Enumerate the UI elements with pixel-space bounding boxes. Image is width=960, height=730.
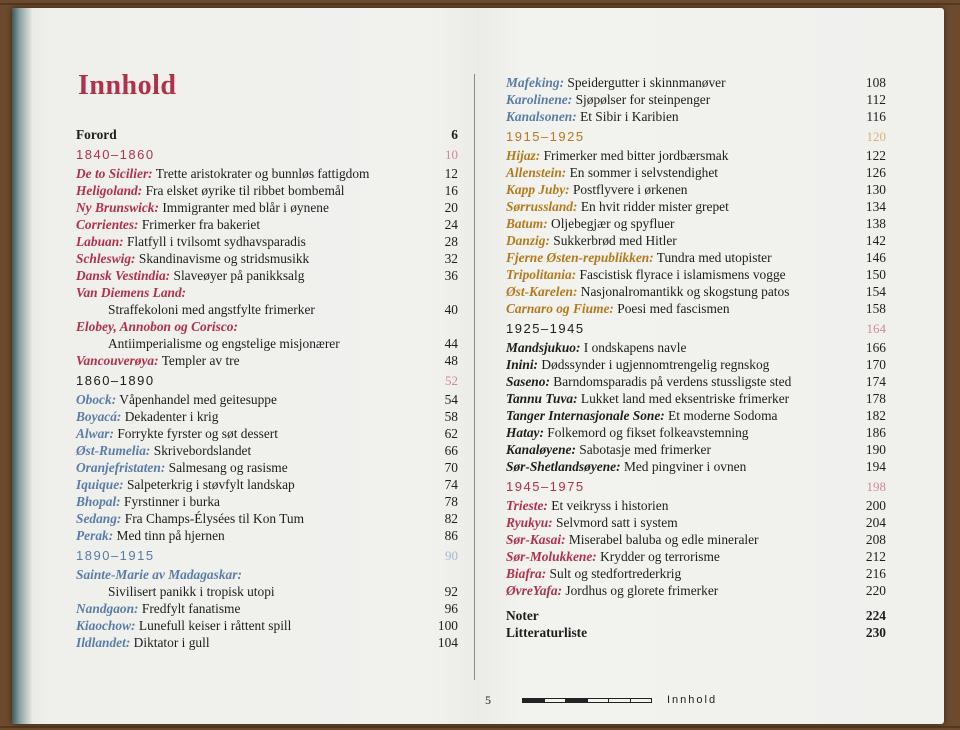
toc-entry (76, 527, 458, 544)
entry-description: Et moderne Sodoma (668, 408, 778, 423)
page-number: 16 (444, 183, 458, 198)
entry-description: Skandinavisme og stridsmusikk (138, 251, 310, 266)
entry-description: Immigranter med blår i øynene (162, 200, 329, 215)
entry-description: Trette aristokrater og bunnløs fattigdom (155, 166, 370, 181)
place-name: Kiaochow: (76, 618, 136, 633)
place-name: Sør-Shetlandsøyene: (506, 459, 621, 474)
toc-entry (76, 182, 458, 199)
toc-entry (76, 600, 458, 617)
entry-description: Postflyvere i ørkenen (572, 182, 688, 197)
page-number: 28 (444, 234, 458, 249)
place-name: Trieste: (506, 498, 548, 513)
toc-entry (506, 91, 886, 108)
toc-right-column (506, 74, 886, 641)
toc-entry (506, 390, 886, 407)
page-number: 54 (444, 392, 458, 407)
toc-entry-continuation (76, 335, 458, 352)
toc-entry-plain (506, 624, 886, 641)
page-number: 78 (444, 494, 458, 509)
toc-entry (506, 356, 886, 373)
toc-entry (506, 215, 886, 232)
toc-entry (76, 634, 458, 651)
toc-entry (506, 74, 886, 91)
entry-label: Litteraturliste (506, 625, 588, 640)
page-number: 174 (865, 374, 886, 389)
page-number: 40 (444, 302, 458, 317)
place-name: Kanalsonen: (506, 109, 577, 124)
page-number: 96 (444, 601, 458, 616)
place-name: De to Sicilier: (76, 166, 153, 181)
page-number: 44 (444, 336, 458, 351)
place-name: Tannu Tuva: (506, 391, 578, 406)
page-number: 70 (444, 460, 458, 475)
entry-description: Sjøpølser for steinpenger (575, 92, 711, 107)
toc-entry (506, 565, 886, 582)
place-name: Bhopal: (76, 494, 121, 509)
place-name: Labuan: (76, 234, 124, 249)
toc-entry (506, 249, 886, 266)
period-heading (506, 319, 886, 339)
toc-entry (506, 441, 886, 458)
place-name: Kapp Juby: (506, 182, 570, 197)
entry-description: Frimerker med bitter jordbærsmak (543, 148, 729, 163)
place-name: Karolinene: (506, 92, 573, 107)
page-number: 216 (865, 566, 886, 581)
entry-description: Med pingviner i ovnen (623, 459, 747, 474)
entry-description: Fra elsket øyrike til ribbet bombemål (145, 183, 345, 198)
toc-entry-continuation (76, 583, 458, 600)
toc-entry (506, 548, 886, 565)
entry-description: Fascistisk flyrace i islamismens vogge (579, 267, 786, 282)
entry-description: I ondskapens navle (583, 340, 687, 355)
entry-description: Tundra med utopister (656, 250, 772, 265)
entry-description: Fyrstinner i burka (124, 494, 220, 509)
place-name: Hijaz: (506, 148, 541, 163)
entry-description: Med tinn på hjernen (116, 528, 225, 543)
footer-scale-bar (522, 698, 652, 703)
page-number: 20 (444, 200, 458, 215)
toc-entry (76, 617, 458, 634)
page-number: 208 (865, 532, 886, 547)
page-number: 146 (865, 250, 886, 265)
entry-description: Barndomsparadis på verdens stussligste sted (553, 374, 792, 389)
page-number: 100 (437, 618, 458, 633)
page-number: 52 (445, 373, 458, 388)
page-number: 164 (866, 321, 886, 336)
entry-description: Våpenhandel med geitesuppe (119, 392, 277, 407)
page-number: 230 (865, 625, 886, 640)
toc-left-column (76, 126, 458, 651)
place-name: Dansk Vestindia: (76, 268, 171, 283)
toc-entry (76, 352, 458, 369)
place-name: Biafra: (506, 566, 547, 581)
place-name: Allenstein: (506, 165, 567, 180)
entry-description: Nasjonalromantikk og skogstung patos (580, 284, 790, 299)
entry-description: Diktator i gull (133, 635, 210, 650)
period-label: 1945–1975 (506, 479, 585, 494)
period-heading (76, 145, 458, 165)
page-number: 112 (866, 92, 886, 107)
toc-entry (506, 424, 886, 441)
place-name: Ildlandet: (76, 635, 131, 650)
page-number: 190 (865, 442, 886, 457)
place-name: Iquique: (76, 477, 124, 492)
entry-description: En hvit ridder mister grepet (580, 199, 729, 214)
entry-description: Lunefull keiser i råttent spill (138, 618, 292, 633)
entry-description: Templer av tre (161, 353, 240, 368)
place-name: Perak: (76, 528, 114, 543)
period-heading (506, 127, 886, 147)
page-number: 66 (444, 443, 458, 458)
toc-entry (76, 318, 458, 335)
entry-description: Selvmord satt i system (556, 515, 678, 530)
place-name: Danzig: (506, 233, 550, 248)
place-name: Hatay: (506, 425, 544, 440)
toc-entry (76, 199, 458, 216)
place-name: Obock: (76, 392, 117, 407)
period-heading (76, 371, 458, 391)
toc-entry (506, 147, 886, 164)
place-name: Ryukyu: (506, 515, 553, 530)
entry-label: Noter (506, 608, 539, 623)
entry-description: Et veikryss i historien (551, 498, 669, 513)
entry-description: Flatfyll i tvilsomt sydhavsparadis (126, 234, 306, 249)
page-number: 32 (444, 251, 458, 266)
toc-entry (76, 493, 458, 510)
place-name: Schleswig: (76, 251, 136, 266)
toc-entry (76, 216, 458, 233)
page-number: 92 (444, 584, 458, 599)
period-label: 1840–1860 (76, 147, 155, 162)
page-number: 62 (444, 426, 458, 441)
entry-description: Poesi med fascismen (617, 301, 730, 316)
place-name: Carnaro og Fiume: (506, 301, 614, 316)
entry-description: Dødssynder i ugjennomtrengelig regnskog (541, 357, 770, 372)
entry-description: Sabotasje med frimerker (579, 442, 711, 457)
place-name: Saseno: (506, 374, 550, 389)
page-number: 36 (444, 268, 458, 283)
toc-entry (506, 497, 886, 514)
toc-entry (76, 442, 458, 459)
entry-description: Krydder og terrorisme (600, 549, 720, 564)
book-page-spread (12, 8, 944, 724)
page-number: 182 (865, 408, 886, 423)
toc-entry (506, 531, 886, 548)
place-name: Kanaløyene: (506, 442, 576, 457)
place-name: Ny Brunswick: (76, 200, 159, 215)
period-label: 1915–1925 (506, 129, 585, 144)
page-number: 204 (865, 515, 886, 530)
page-number: 5 (485, 693, 491, 707)
toc-entry (76, 425, 458, 442)
toc-entry (506, 373, 886, 390)
page-number: 200 (865, 498, 886, 513)
page-number: 48 (444, 353, 458, 368)
place-name: Sør-Molukkene: (506, 549, 597, 564)
entry-description: Dekadenter i krig (124, 409, 219, 424)
period-label: 1925–1945 (506, 321, 585, 336)
place-name: Tripolitania: (506, 267, 577, 282)
toc-entry (76, 510, 458, 527)
entry-description: Lukket land med eksentriske frimerker (580, 391, 790, 406)
toc-entry (506, 164, 886, 181)
entry-description: Forrykte fyrster og søt dessert (117, 426, 278, 441)
place-name: Sainte-Marie av Madagaskar: (76, 567, 242, 582)
place-name: Oranjefristaten: (76, 460, 166, 475)
page-number: 6 (451, 127, 458, 142)
toc-entry (506, 108, 886, 125)
entry-description: Antiimperialisme og engstelige misjonærer (108, 336, 340, 351)
period-heading (506, 477, 886, 497)
toc-entry (76, 408, 458, 425)
page-number: 126 (865, 165, 886, 180)
page-number: 178 (865, 391, 886, 406)
toc-entry (506, 514, 886, 531)
page-number: 74 (444, 477, 458, 492)
period-label: 1890–1915 (76, 548, 155, 563)
page-number: 212 (865, 549, 886, 564)
toc-entry (76, 267, 458, 284)
toc-entry (506, 407, 886, 424)
period-label: 1860–1890 (76, 373, 155, 388)
book-spine-edge (12, 8, 32, 724)
place-name: Fjerne Østen-republikken: (506, 250, 654, 265)
page-number: 134 (865, 199, 886, 214)
place-name: Nandgaon: (76, 601, 139, 616)
entry-description: Frimerker fra bakeriet (141, 217, 261, 232)
place-name: Inini: (506, 357, 539, 372)
toc-entry-plain (506, 607, 886, 624)
place-name: Batum: (506, 216, 548, 231)
page-number: 122 (865, 148, 886, 163)
page-number: 82 (444, 511, 458, 526)
period-heading (76, 546, 458, 566)
page-number: 194 (865, 459, 886, 474)
entry-description: Salpeterkrig i støvfylt landskap (126, 477, 295, 492)
page-number: 186 (865, 425, 886, 440)
entry-description: Fredfylt fanatisme (141, 601, 241, 616)
page-number: 58 (444, 409, 458, 424)
page-number: 166 (865, 340, 886, 355)
page-number: 130 (865, 182, 886, 197)
entry-description: Sult og stedfortrederkrig (549, 566, 682, 581)
page-number: 220 (865, 583, 886, 598)
entry-description: Sivilisert panikk i tropisk utopi (108, 584, 275, 599)
page-number: 90 (445, 548, 458, 563)
place-name: ØvreYafa: (506, 583, 563, 598)
page-number: 154 (865, 284, 886, 299)
page-number: 116 (866, 109, 886, 124)
toc-entry (76, 233, 458, 250)
footer-section-label: Innhold (667, 694, 718, 706)
place-name: Mandsjukuo: (506, 340, 581, 355)
entry-description: Miserabel baluba og edle mineraler (568, 532, 759, 547)
place-name: Sørrussland: (506, 199, 578, 214)
toc-entry (506, 458, 886, 475)
toc-entry (76, 165, 458, 182)
spacer (506, 599, 886, 607)
page-number: 120 (866, 129, 886, 144)
toc-entry (506, 283, 886, 300)
toc-entry (76, 566, 458, 583)
page-number: 170 (865, 357, 886, 372)
toc-entry (76, 476, 458, 493)
toc-entry (506, 198, 886, 215)
page-number: 104 (437, 635, 458, 650)
page-number: 158 (865, 301, 886, 316)
toc-entry (76, 284, 458, 301)
place-name: Vancouverøya: (76, 353, 159, 368)
place-name: Sør-Kasai: (506, 532, 566, 547)
place-name: Mafeking: (506, 75, 565, 90)
entry-label: Forord (76, 127, 117, 142)
toc-entry (506, 300, 886, 317)
toc-entry-continuation (76, 301, 458, 318)
entry-description: Speidergutter i skinnmanøver (567, 75, 726, 90)
page-number: 86 (444, 528, 458, 543)
place-name: Elobey, Annobon og Corisco: (76, 319, 238, 334)
place-name: Corrientes: (76, 217, 139, 232)
toc-entry (506, 266, 886, 283)
toc-entry (506, 582, 886, 599)
page-number: 108 (865, 75, 886, 90)
place-name: Alwar: (76, 426, 114, 441)
page-number: 24 (444, 217, 458, 232)
place-name: Boyacá: (76, 409, 122, 424)
toc-entry (76, 391, 458, 408)
entry-description: Salmesang og rasisme (168, 460, 288, 475)
entry-description: Straffekoloni med angstfylte frimerker (108, 302, 315, 317)
entry-description: Sukkerbrød med Hitler (553, 233, 677, 248)
page-number: 12 (444, 166, 458, 181)
page-number: 198 (866, 479, 886, 494)
place-name: Heligoland: (76, 183, 143, 198)
place-name: Sedang: (76, 511, 122, 526)
toc-entry (506, 232, 886, 249)
place-name: Van Diemens Land: (76, 285, 187, 300)
toc-entry (76, 459, 458, 476)
toc-entry (76, 250, 458, 267)
column-divider (474, 74, 475, 680)
place-name: Tanger Internasjonale Sone: (506, 408, 665, 423)
entry-description: Et Sibir i Karibien (580, 109, 679, 124)
entry-description: Folkemord og fikset folkeavstemning (547, 425, 749, 440)
page-number: 10 (445, 147, 458, 162)
entry-description: Slaveøyer på panikksalg (173, 268, 305, 283)
entry-description: Fra Champs-Élysées til Kon Tum (124, 511, 305, 526)
page-number: 150 (865, 267, 886, 282)
page-number: 142 (865, 233, 886, 248)
entry-description: En sommer i selvstendighet (569, 165, 719, 180)
page-number: 224 (865, 608, 886, 623)
toc-entry (506, 339, 886, 356)
toc-entry-plain (76, 126, 458, 143)
entry-description: Jordhus og glorete frimerker (565, 583, 719, 598)
entry-description: Skrivebordslandet (153, 443, 252, 458)
place-name: Øst-Karelen: (506, 284, 578, 299)
toc-entry (506, 181, 886, 198)
page-title: Innhold (78, 70, 177, 101)
entry-description: Oljebegjær og spyfluer (551, 216, 675, 231)
place-name: Øst-Rumelia: (76, 443, 151, 458)
page-number: 138 (865, 216, 886, 231)
